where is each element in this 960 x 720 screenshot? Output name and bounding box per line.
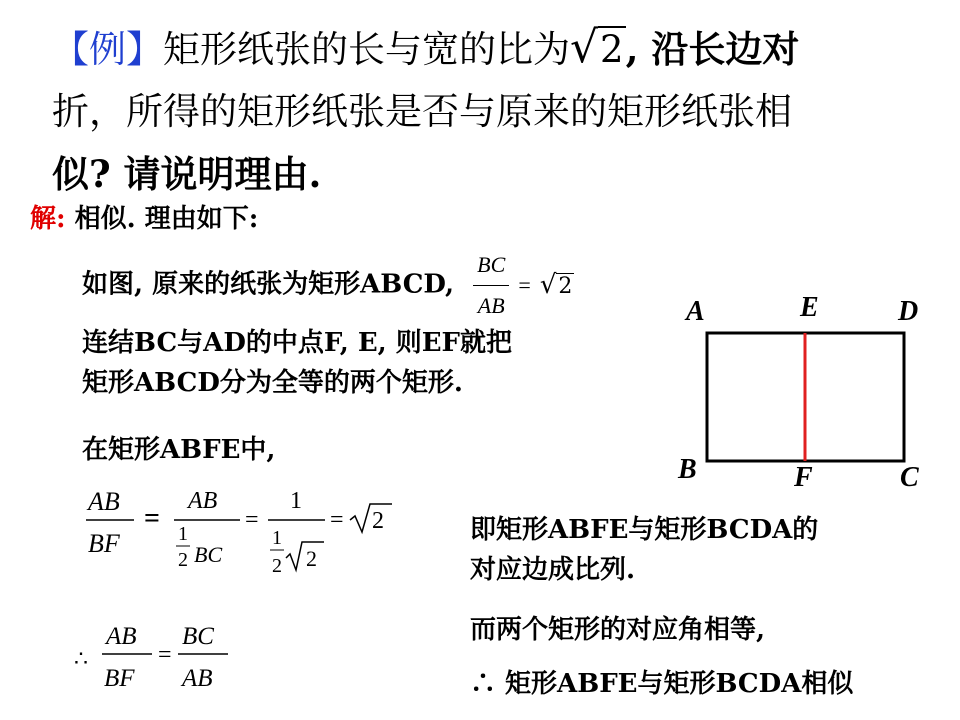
concl-left-num: AB bbox=[106, 623, 137, 650]
calc-equals-1: = bbox=[144, 503, 160, 534]
solution-label: 解: bbox=[30, 204, 66, 234]
calc-half2-num: 1 bbox=[272, 527, 282, 549]
problem-line-3: 似? 请说明理由. bbox=[52, 152, 322, 196]
ratio-calculation bbox=[80, 480, 420, 600]
calc-half-num: 1 bbox=[178, 523, 188, 545]
problem-statement bbox=[52, 18, 932, 205]
sqrt-two: √2 bbox=[570, 22, 624, 73]
rectangle-figure bbox=[670, 290, 940, 500]
therefore-symbol: ∴ bbox=[74, 647, 88, 672]
calc-sqrt-sign-2 bbox=[350, 504, 392, 532]
label-c: C bbox=[900, 462, 919, 493]
calc-one: 1 bbox=[290, 488, 302, 514]
step-2-line-1: 连结BC与AD的中点F, E, 则EF就把 bbox=[82, 328, 513, 358]
sqrt-two-small: √2 bbox=[539, 269, 573, 300]
solution-intro: 相似. 理由如下: bbox=[74, 204, 259, 234]
bc-over-ab-fraction: $\frac{BC}{AB}$ bbox=[473, 245, 509, 326]
calc-sqrt-arg-2: 2 bbox=[372, 508, 384, 534]
calc-ab: AB bbox=[88, 487, 120, 516]
calc-half2-den: 2 bbox=[272, 555, 282, 577]
conclusion-1-line-1: 即矩形ABFE与矩形BCDA的 bbox=[470, 515, 819, 545]
problem-line-1-text: 矩形纸张的长与宽的比为 bbox=[163, 28, 570, 71]
concl-right-den: AB bbox=[182, 665, 213, 692]
step-3: 在矩形ABFE中, bbox=[82, 435, 276, 465]
conclusion-3: ∴ 矩形ABFE与矩形BCDA相似 bbox=[470, 669, 854, 699]
therefore-equation bbox=[72, 620, 242, 704]
calc-equals-2: = bbox=[245, 507, 259, 533]
concl-equals: = bbox=[158, 642, 172, 668]
conclusion-2: 而两个矩形的对应角相等, bbox=[470, 615, 766, 645]
label-d: D bbox=[898, 296, 919, 327]
problem-line-1-tail: , 沿长边对 bbox=[625, 27, 800, 71]
calc-sqrt-sign-1 bbox=[286, 542, 324, 570]
step-1-text: 如图, 原来的纸张为矩形ABCD, bbox=[82, 269, 455, 300]
calc-bc: BC bbox=[194, 542, 223, 567]
label-e: E bbox=[800, 292, 819, 323]
concl-right-num: BC bbox=[182, 623, 214, 650]
ratio-calculation-svg bbox=[80, 480, 420, 605]
calc-sqrt-arg-1: 2 bbox=[306, 546, 317, 571]
conclusion-1-line-2: 对应边成比列. bbox=[470, 555, 636, 585]
step-2-line-2: 矩形ABCD分为全等的两个矩形. bbox=[82, 368, 463, 398]
label-b: B bbox=[678, 454, 697, 485]
calc-equals-3: = bbox=[330, 507, 344, 533]
calc-bf: BF bbox=[88, 529, 120, 558]
label-f: F bbox=[794, 462, 813, 493]
step-1 bbox=[82, 245, 574, 326]
example-tag: 【例】 bbox=[52, 28, 163, 71]
label-a: A bbox=[686, 296, 705, 327]
problem-line-1 bbox=[52, 18, 932, 81]
solution-header bbox=[30, 198, 258, 235]
therefore-equation-svg bbox=[72, 620, 242, 700]
concl-left-den: BF bbox=[104, 665, 135, 692]
conclusion-1 bbox=[470, 510, 818, 590]
problem-line-2: 折，所得的矩形纸张是否与原来的矩形纸张相 bbox=[52, 90, 792, 133]
calc-ab-2: AB bbox=[188, 488, 218, 514]
equals-sign: = bbox=[518, 272, 531, 298]
step-2 bbox=[82, 323, 512, 403]
calc-half-den: 2 bbox=[178, 549, 188, 571]
